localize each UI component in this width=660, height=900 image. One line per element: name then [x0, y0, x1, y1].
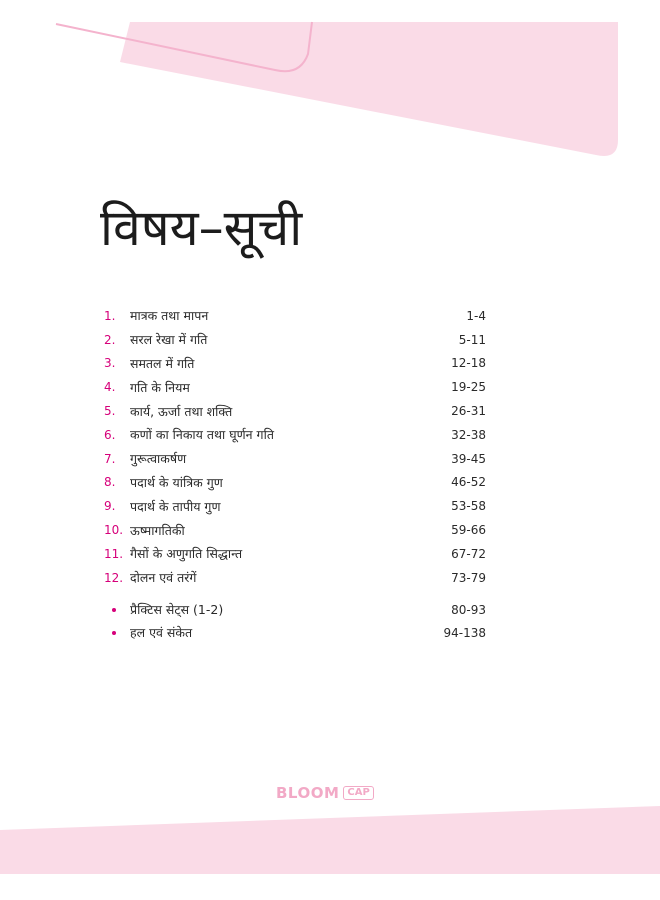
- bullet-icon: [104, 631, 130, 635]
- chapter-number: 1.: [104, 308, 116, 323]
- chapter-pages: 19-25: [451, 380, 486, 395]
- extra-row[interactable]: [104, 598, 486, 621]
- chapter-row[interactable]: [104, 328, 486, 352]
- chapter-row[interactable]: [104, 471, 486, 495]
- chapter-number: 5.: [104, 404, 116, 419]
- chapter-row[interactable]: [104, 399, 486, 423]
- chapter-row[interactable]: [104, 304, 486, 328]
- extra-title: प्रैक्टिस सेट्स (1-2): [130, 602, 224, 617]
- logo-cap-text: CAP: [343, 786, 373, 800]
- chapter-title: कार्य, ऊर्जा तथा शक्ति: [130, 403, 233, 419]
- chapter-pages: 53-58: [451, 499, 486, 514]
- chapter-number: 8.: [104, 475, 116, 490]
- chapter-number: 6.: [104, 427, 116, 442]
- chapter-title: समतल में गति: [130, 355, 195, 371]
- chapter-title: गैसों के अणुगति सिद्धान्त: [130, 546, 243, 562]
- chapter-pages: 5-11: [458, 332, 486, 347]
- chapter-number: 12.: [104, 570, 124, 585]
- chapter-pages: 67-72: [451, 546, 486, 561]
- chapter-pages: 46-52: [451, 475, 486, 490]
- chapter-title: सरल रेखा में गति: [130, 332, 208, 348]
- extra-pages: 94-138: [443, 625, 486, 640]
- chapter-title: गुरूत्वाकर्षण: [130, 451, 187, 467]
- chapter-pages: 73-79: [451, 570, 486, 585]
- chapter-list: [104, 304, 486, 590]
- chapter-row[interactable]: [104, 375, 486, 399]
- extra-row[interactable]: [104, 621, 486, 644]
- chapter-pages: 1-4: [466, 308, 486, 323]
- chapter-pages: 32-38: [451, 427, 486, 442]
- extras-list: [104, 598, 486, 644]
- chapter-row[interactable]: [104, 423, 486, 447]
- page-title: विषय–सूची: [100, 199, 303, 257]
- chapter-row[interactable]: [104, 352, 486, 376]
- bullet-icon: [104, 608, 130, 612]
- chapter-title: दोलन एवं तरंगें: [130, 570, 197, 586]
- chapter-number: 4.: [104, 380, 116, 395]
- chapter-number: 10.: [104, 523, 124, 538]
- chapter-pages: 12-18: [451, 356, 486, 371]
- bottom-pink-band: [0, 790, 660, 900]
- chapter-number: 2.: [104, 332, 116, 347]
- chapter-row[interactable]: [104, 566, 486, 590]
- chapter-row[interactable]: [104, 518, 486, 542]
- chapter-row[interactable]: [104, 447, 486, 471]
- top-pink-decoration: [0, 0, 660, 170]
- chapter-title: कणों का निकाय तथा घूर्णन गति: [130, 427, 274, 443]
- chapter-number: 3.: [104, 356, 116, 371]
- chapter-title: ऊष्मागतिकी: [130, 522, 185, 538]
- chapter-number: 11.: [104, 546, 124, 561]
- chapter-pages: 39-45: [451, 451, 486, 466]
- logo-main-text: BLOOM: [276, 784, 340, 802]
- extra-pages: 80-93: [451, 602, 486, 617]
- chapter-row[interactable]: [104, 494, 486, 518]
- chapter-title: मात्रक तथा मापन: [130, 308, 209, 324]
- chapter-title: पदार्थ के यांत्रिक गुण: [130, 474, 223, 490]
- chapter-number: 9.: [104, 499, 116, 514]
- chapter-row[interactable]: [104, 542, 486, 566]
- chapter-number: 7.: [104, 451, 116, 466]
- chapter-title: पदार्थ के तापीय गुण: [130, 498, 221, 514]
- chapter-pages: 26-31: [451, 404, 486, 419]
- chapter-pages: 59-66: [451, 523, 486, 538]
- chapter-title: गति के नियम: [130, 379, 190, 395]
- extra-title: हल एवं संकेत: [130, 625, 193, 640]
